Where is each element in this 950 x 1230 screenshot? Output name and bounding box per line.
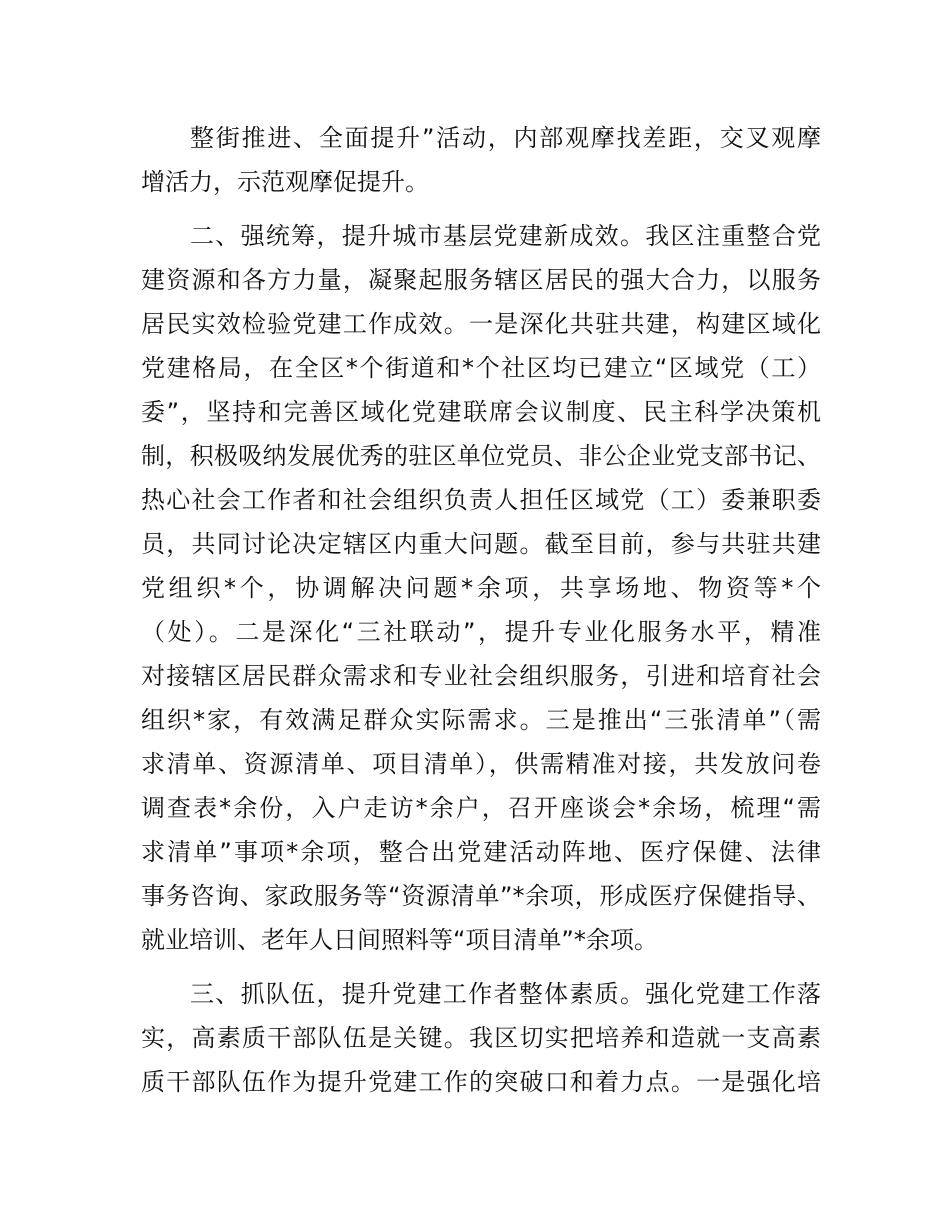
- text-line: 求清单、资源清单、项目清单），供需精准对接，共发放问卷: [141, 750, 821, 778]
- text-line: 增活力，示范观摩促提升。: [141, 168, 429, 196]
- text-line: 事务咨询、家政服务等“资源清单”*余项，形成医疗保健指导、: [141, 882, 821, 910]
- text-line: 质干部队伍作为提升党建工作的突破口和着力点。一是强化培: [141, 1068, 821, 1096]
- text-line: 求清单”事项*余项，整合出党建活动阵地、医疗保健、法律: [141, 838, 821, 866]
- text-line: 制，积极吸纳发展优秀的驻区单位党员、非公企业党支部书记、: [141, 442, 821, 470]
- text-line: 员，共同讨论决定辖区内重大问题。截至目前，参与共驻共建: [141, 530, 821, 558]
- text-line: 党组织*个，协调解决问题*余项，共享场地、物资等*个: [141, 574, 821, 602]
- text-line: 二、强统筹，提升城市基层党建新成效。我区注重整合党: [190, 222, 821, 250]
- text-line: 委”，坚持和完善区域化党建联席会议制度、民主科学决策机: [141, 398, 821, 426]
- text-line: 调查表*余份，入户走访*余户，召开座谈会*余场，梳理“需: [141, 794, 821, 822]
- text-line: 建资源和各方力量，凝聚起服务辖区居民的强大合力，以服务: [141, 266, 821, 294]
- text-line: 实，高素质干部队伍是关键。我区切实把培养和造就一支高素: [141, 1024, 821, 1052]
- text-line: 整街推进、全面提升”活动，内部观摩找差距，交叉观摩: [190, 124, 821, 152]
- text-line: 就业培训、老年人日间照料等“项目清单”*余项。: [141, 926, 658, 954]
- text-line: 热心社会工作者和社会组织负责人担任区域党（工）委兼职委: [141, 486, 821, 514]
- text-line: 组织*家，有效满足群众实际需求。三是推出“三张清单”（需: [141, 706, 821, 734]
- text-line: （处）。二是深化“三社联动”，提升专业化服务水平，精准: [141, 618, 821, 646]
- text-line: 对接辖区居民群众需求和专业社会组织服务，引进和培育社会: [141, 662, 821, 690]
- text-line: 党建格局，在全区*个街道和*个社区均已建立“区域党（工）: [141, 354, 821, 382]
- text-line: 居民实效检验党建工作成效。一是深化共驻共建，构建区域化: [141, 310, 821, 338]
- text-line: 三、抓队伍，提升党建工作者整体素质。强化党建工作落: [190, 980, 821, 1008]
